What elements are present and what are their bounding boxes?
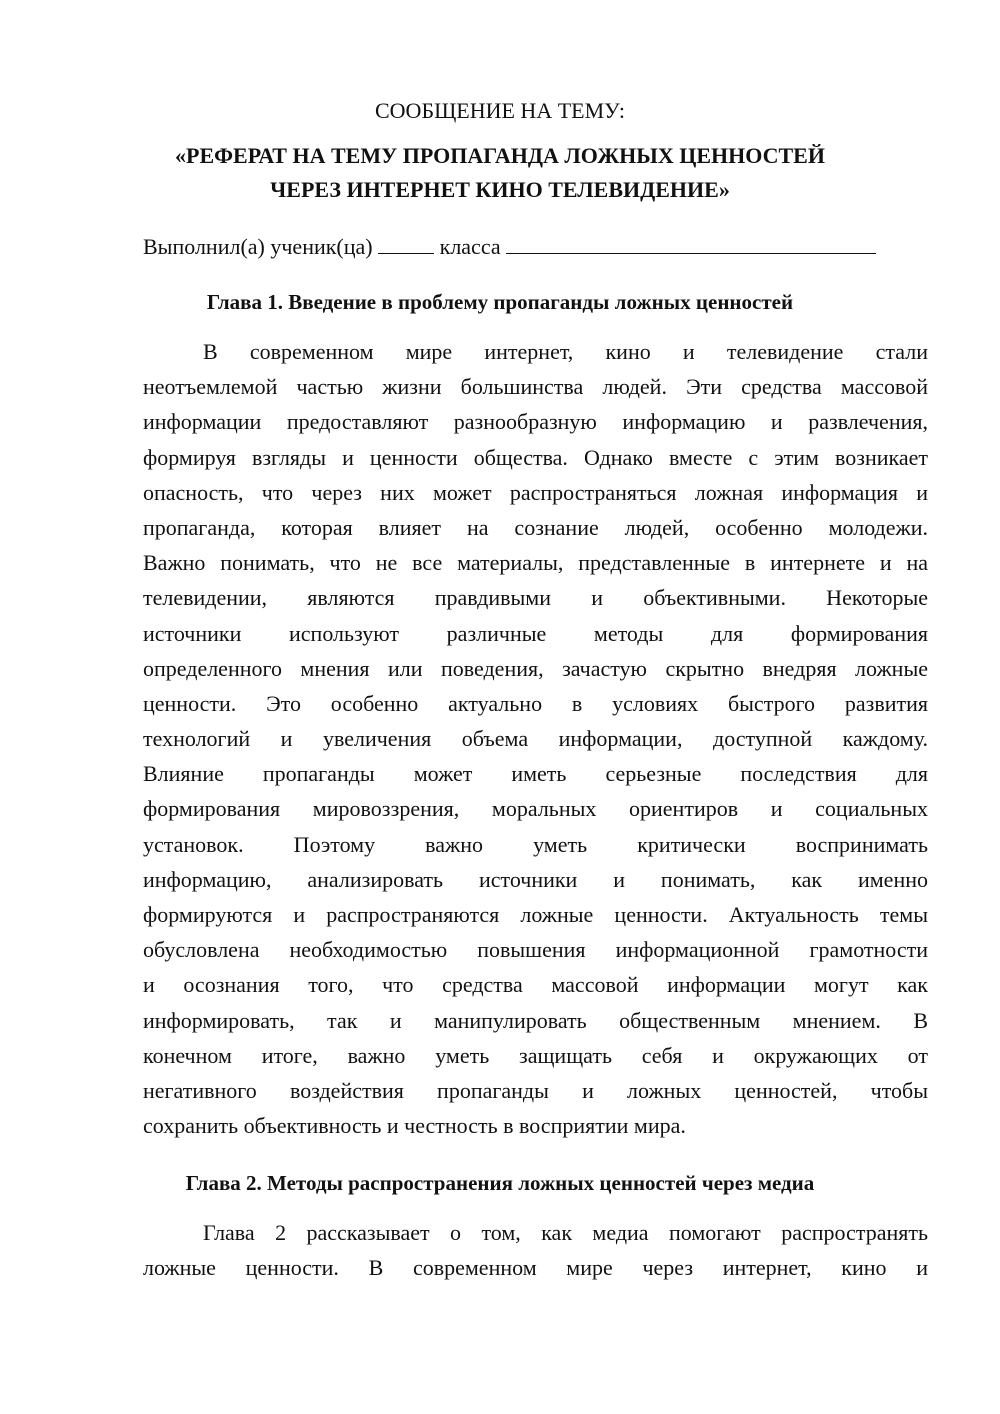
paragraph-line: информацию, анализировать источники и понимать, как именно	[143, 866, 928, 892]
paragraph-line: В современном мире интернет, кино и телевидение стали	[203, 339, 928, 364]
paragraph-line: неотъемлемой частью жизни большинства людей. Эти средства массовой	[143, 374, 928, 400]
student-name-blank	[506, 233, 876, 254]
paragraph-line: технологий и увеличения объема информации, доступной каждому.	[143, 726, 928, 752]
paragraph-line: Влияние пропаганды может иметь серьезные последствия для	[143, 761, 928, 787]
paragraph-line: и осознания того, что средства массовой информации могут как	[143, 972, 928, 998]
paragraph-line: сохранить объективность и честность в восприятии мира.	[143, 1113, 686, 1139]
paragraph-line: обусловлена необходимостью повышения информационной грамотности	[143, 937, 928, 963]
document-header-line1: СООБЩЕНИЕ НА ТЕМУ:	[375, 98, 625, 123]
paragraph-line: источники используют различные методы для формирования	[143, 620, 928, 646]
paragraph-line: формирования мировоззрения, моральных ориентиров и социальных	[143, 796, 928, 822]
document-title-line1: «РЕФЕРАТ НА ТЕМУ ПРОПАГАНДА ЛОЖНЫХ ЦЕННОСТЕЙ	[175, 143, 825, 168]
author-class-label: класса	[439, 234, 501, 259]
paragraph-line: Важно понимать, что не все материалы, представленные в интернете и на	[143, 550, 928, 576]
paragraph-line: определенного мнения или поведения, зачастую скрытно внедряя ложные	[143, 655, 928, 681]
class-number-blank	[378, 233, 434, 254]
chapter1-paragraph	[143, 334, 928, 1143]
author-line	[143, 232, 933, 262]
paragraph-line: Глава 2 рассказывает о том, как медиа помогают распространять	[203, 1220, 928, 1245]
chapter2-paragraph	[143, 1215, 928, 1285]
paragraph-line: телевидении, являются правдивыми и объективными. Некоторые	[143, 585, 928, 611]
paragraph-line: пропаганда, которая влияет на сознание людей, особенно молодежи.	[143, 514, 928, 540]
chapter2-title: Глава 2. Методы распространения ложных ценностей через медиа	[185, 1171, 815, 1195]
paragraph-line: информировать, так и манипулировать общественным мнением. В	[143, 1007, 928, 1033]
paragraph-line: опасность, что через них может распространяться ложная информация и	[143, 479, 928, 505]
paragraph-line: формируются и распространяются ложные ценности. Актуальность темы	[143, 902, 928, 927]
paragraph-line: информации предоставляют разнообразную информацию и развлечения,	[143, 409, 928, 435]
paragraph-line: формируя взгляды и ценности общества. Однако вместе с этим возникает	[143, 444, 928, 470]
paragraph-line: конечном итоге, важно уметь защищать себя и окружающих от	[143, 1042, 928, 1068]
document-title-line2: ЧЕРЕЗ ИНТЕРНЕТ КИНО ТЕЛЕВИДЕНИЕ»	[270, 177, 730, 202]
paragraph-line: ложные ценности. В современном мире через интернет, кино и	[143, 1255, 928, 1281]
chapter1-title: Глава 1. Введение в проблему пропаганды ложных ценностей	[206, 290, 794, 314]
paragraph-line: установок. Поэтому важно уметь критически воспринимать	[143, 831, 928, 857]
author-performed-label: Выполнил(а) ученик(ца)	[143, 234, 373, 259]
paragraph-line: ценности. Это особенно актуально в условиях быстрого развития	[143, 690, 928, 716]
paragraph-line: негативного воздействия пропаганды и ложных ценностей, чтобы	[143, 1077, 928, 1103]
